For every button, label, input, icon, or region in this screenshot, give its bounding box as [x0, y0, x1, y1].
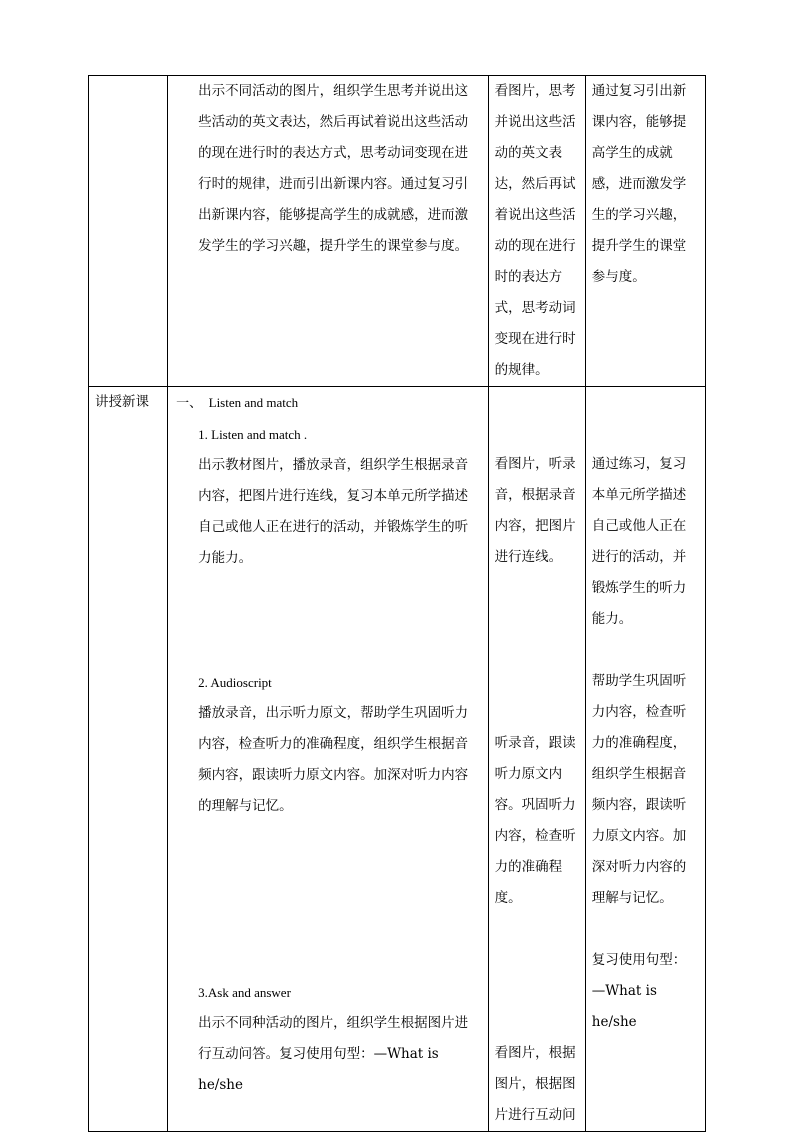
design-purpose-text: 通过复习引出新课内容，能够提高学生的成就感，进而激发学生的学习兴趣，提升学生的课堂参与度。 — [591, 83, 687, 285]
item-2-purpose-text: 帮助学生巩固听力内容，检查听力的准确程度，组织学生根据音频内容，跟读听力原文内容。加深对听力内容的理解与记忆。 — [591, 673, 687, 906]
table-row — [89, 76, 706, 387]
lesson-plan-table-container — [88, 75, 706, 1123]
item-1-teacher-text: 出示教材图片，播放录音，组织学生根据录音内容，把图片进行连线，复习本单元所学描述自己或他人正在进行的活动，并锻炼学生的听力能力。 — [198, 457, 469, 566]
teacher-activity-cell — [168, 76, 489, 387]
teacher-activity-text: 出示不同活动的图片，组织学生思考并说出这些活动的英文表达，然后再试着说出这些活动的现在进行时的表达方式，思考动词变现在进行时的规律，进而引出新课内容。通过复习引出新课内容，能够提高学生的成就感，进而激发学生的学习兴趣，提升学生的课堂参与度。 — [198, 83, 469, 254]
stage-cell — [89, 76, 168, 387]
student-activity-cell — [488, 387, 585, 1132]
item-1-title: 1. Listen and match . — [198, 427, 308, 442]
item-3 — [168, 977, 488, 1101]
item-2 — [168, 667, 488, 977]
stage-cell — [89, 387, 168, 1132]
item-1-student-text: 看图片，听录音，根据录音内容，把图片进行连线。 — [494, 456, 576, 565]
item-2-teacher-text: 播放录音，出示听力原文，帮助学生巩固听力内容，检查听力的准确程度，组织学生根据音频内容，跟读听力原文内容。加深对听力内容的理解与记忆。 — [198, 705, 469, 814]
item-3-title: 3.Ask and answer — [198, 985, 291, 1000]
item-3-teacher-text: 出示不同种活动的图片，组织学生根据图片进行互动问答。复习使用句型：—What is he/she — [198, 1015, 469, 1093]
design-purpose-cell — [585, 387, 705, 1132]
design-purpose-cell — [585, 76, 705, 387]
item-2-student-text: 听录音，跟读听力原文内容。巩固听力内容，检查听力的准确程度。 — [494, 735, 576, 906]
table-row — [89, 387, 706, 1132]
stage-label: 讲授新课 — [95, 394, 149, 410]
student-activity-cell — [488, 76, 585, 387]
student-activity-text: 看图片，思考并说出这些活动的英文表达，然后再试着说出这些活动的现在进行时的表达方式，思考动词变现在进行时的规律。 — [494, 83, 576, 378]
teacher-activity-cell — [168, 387, 489, 1132]
item-1 — [168, 419, 488, 667]
lesson-plan-table — [88, 75, 706, 1132]
item-1-purpose-text: 通过练习，复习本单元所学描述自己或他人正在进行的活动，并锻炼学生的听力能力。 — [591, 456, 687, 627]
item-3-student-text: 看图片，根据图片，根据图片进行互动问 — [494, 1045, 576, 1123]
item-2-title: 2. Audioscript — [198, 675, 272, 690]
section-title: 一、 Listen and match — [176, 395, 299, 410]
item-3-purpose-text: 复习使用句型：—What is he/she — [591, 952, 687, 1030]
